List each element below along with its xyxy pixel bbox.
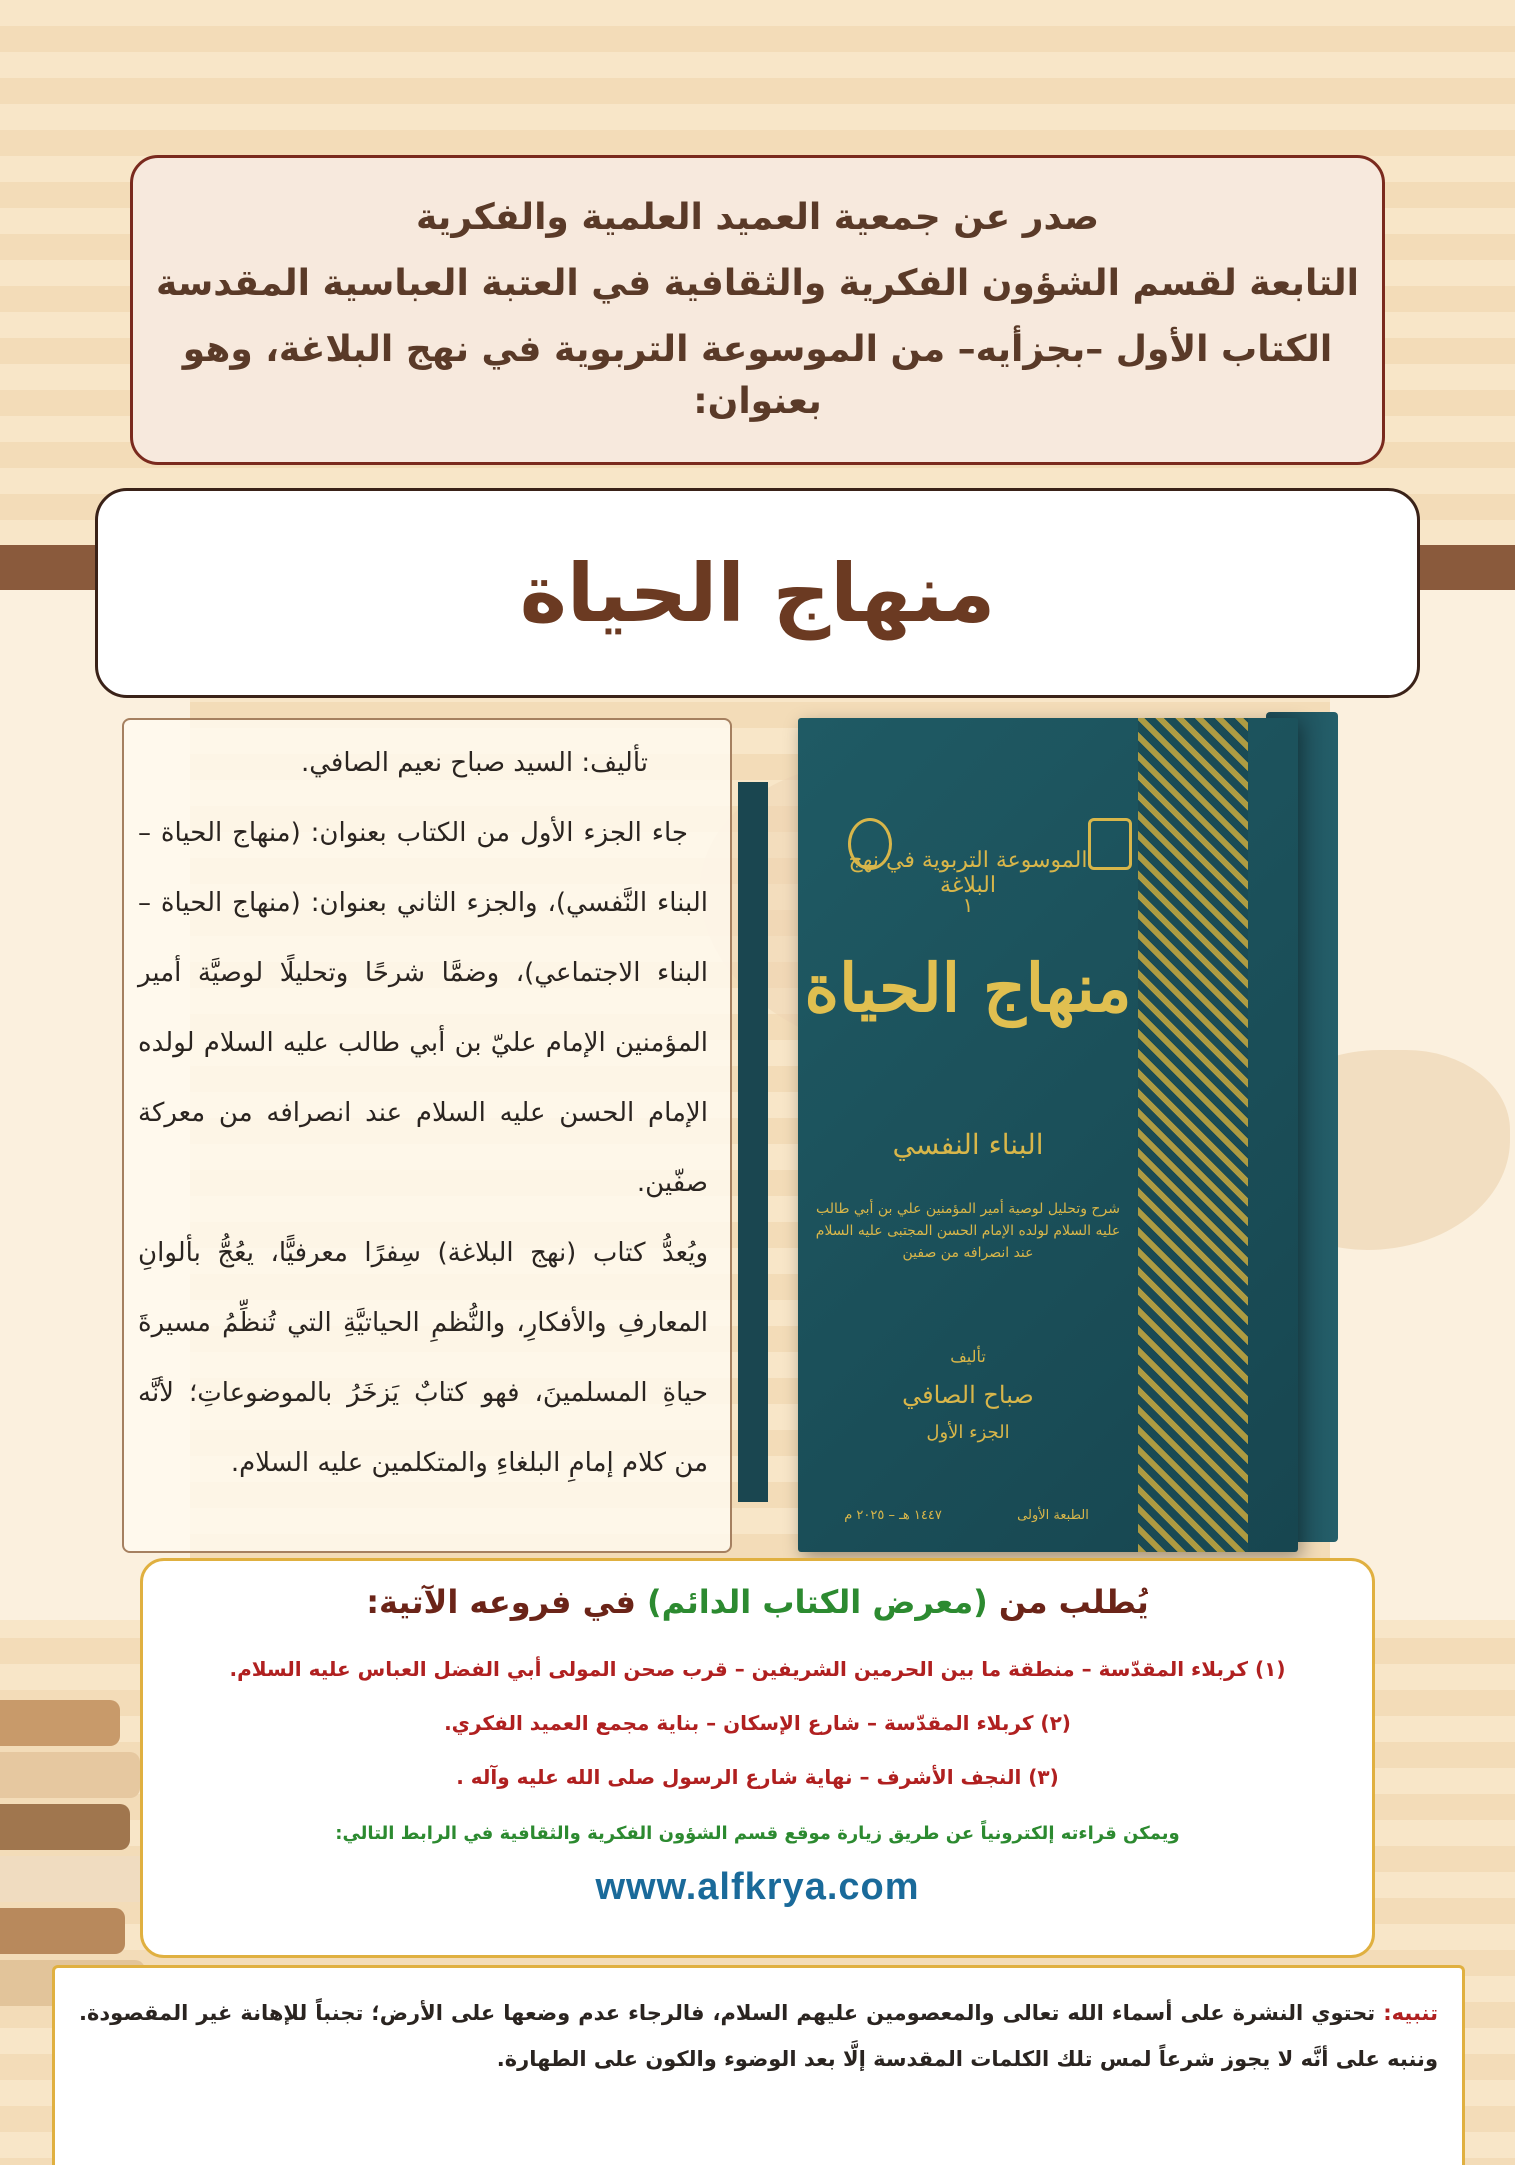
warning-text: تحتوي النشرة على أسماء الله تعالى والمعصومين عليهم السلام، فالرجاء عدم وضعها على الأرض؛ تجنباً للإهانة غير المقصودة. وننبه على أنَّه لا يجوز شرعاً لمس تلك الكلمات المقدسة إلَّا بعد الوضوء والكون على الطهارة. <box>79 2001 1438 2071</box>
book-ornament-stripe <box>1138 718 1248 1552</box>
cover-year: ١٤٤٧ هـ – ٢٠٢٥ م <box>844 1508 942 1523</box>
description-paragraph-2: ويُعدُّ كتاب (نهج البلاغة) سِفرًا معرفيًّا، يعُجُّ بألوانِ المعارفِ والأفكارِ، والنُّظمِ الحياتيَّةِ التي تُنظِّمُ مسيرةَ حياةِ المسلمينَ، فهو كتابٌ يَزخَرُ بالموضوعاتِ؛ لأنَّه من كلام إمامِ البلغاءِ والمتكلمين عليه السلام. <box>138 1238 708 1478</box>
order-heading-suffix: في فروعه الآتية: <box>366 1583 636 1621</box>
cover-author-label: تأليف <box>950 1347 986 1366</box>
book-cover-image <box>738 712 1338 1562</box>
branch-item-1: (١) كربلاء المقدّسة – منطقة ما بين الحرمين الشريفين – قرب صحن المولى أبي الفضل العباس عليه السلام. <box>229 1657 1286 1681</box>
description-paragraph-1: جاء الجزء الأول من الكتاب بعنوان: (منهاج الحياة – البناء النَّفسي)، والجزء الثاني بعنوان: (منهاج الحياة – البناء الاجتماعي)، وضمَّا شرحًا وتحليلًا لوصيَّة أمير المؤمنين الإمام عليّ بن أبي طالب عليه السلام لولده الإمام الحسن عليه السلام عند انصرافه من معركة صفّين. <box>138 818 708 1198</box>
cover-subtitle: البناء النفسي <box>892 1128 1044 1161</box>
header-line-1: صدر عن جمعية العميد العلمية والفكرية <box>415 197 1100 238</box>
order-heading-highlight: (معرض الكتاب الدائم) <box>647 1583 988 1621</box>
cover-edition: الطبعة الأولى <box>1017 1508 1089 1523</box>
cover-author-name: صباح الصافي <box>902 1381 1034 1409</box>
book-back-edge <box>738 782 768 1502</box>
warning-notice-box <box>52 1965 1465 2165</box>
header-line-2: التابعة لقسم الشؤون الفكرية والثقافية في العتبة العباسية المقدسة <box>156 263 1360 304</box>
cover-series: الموسوعة التربوية في نهج البلاغة <box>848 848 1088 898</box>
warning-notice <box>79 1990 1438 2082</box>
order-heading <box>143 1583 1372 1621</box>
book-title: منهاج الحياة <box>519 546 996 640</box>
online-reading-note: ويمكن قراءته إلكترونياً عن طريق زيارة موقع قسم الشؤون الفكرية والثقافية في الرابط التالي: <box>335 1823 1180 1844</box>
website-link[interactable]: www.alfkrya.com <box>595 1866 920 1908</box>
cover-part: الجزء الأول <box>926 1422 1010 1443</box>
branch-item-2: (٢) كربلاء المقدّسة – شارع الإسكان – بناية مجمع العميد الفكري. <box>444 1711 1071 1735</box>
book-front-cover <box>798 718 1298 1552</box>
branch-item-3: (٣) النجف الأشرف – نهاية شارع الرسول صلى الله عليه وآله . <box>456 1765 1059 1789</box>
publisher-header-box <box>130 155 1385 465</box>
warning-label: تنبيه: <box>1383 2001 1438 2025</box>
cover-author <box>818 1338 1118 1452</box>
book-description-panel <box>122 718 732 1553</box>
cover-title: منهاج الحياة <box>804 949 1132 1027</box>
cover-description: شرح وتحليل لوصية أمير المؤمنين علي بن أبي طالب عليه السلام لولده الإمام الحسن المجتبى عليه السلام عند انصرافه من صفين <box>815 1201 1121 1261</box>
order-heading-prefix: يُطلب من <box>998 1583 1149 1621</box>
cover-number: ١ <box>962 893 974 917</box>
author-line: تأليف: السيد صباح نعيم الصافي. <box>300 748 648 778</box>
order-info-box <box>140 1558 1375 1958</box>
book-title-box <box>95 488 1420 698</box>
header-line-3: الكتاب الأول –بجزأيه– من الموسوعة التربوية في نهج البلاغة، وهو بعنوان: <box>182 329 1333 422</box>
